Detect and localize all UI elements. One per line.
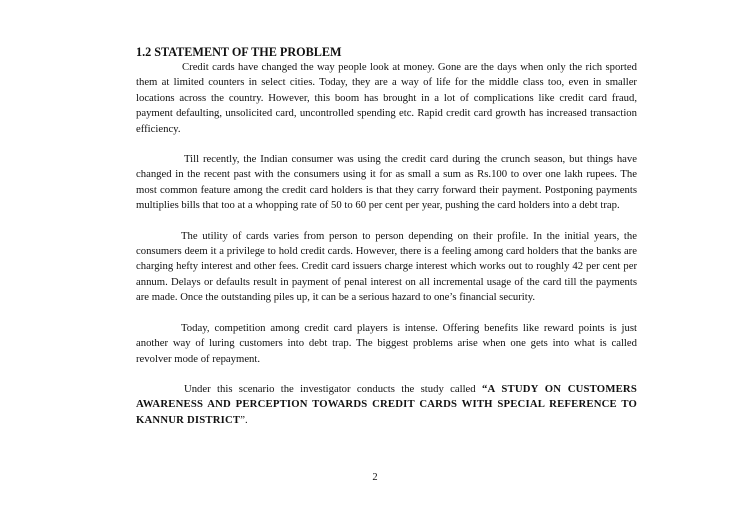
paragraph-competition: Today, competition among credit card players is intense. Offering benefits like reward points is just another way of luring customers into debt trap. The biggest problems arise when one gets into what is called revolver mode of repayment.: [136, 321, 637, 365]
page-number: 2: [372, 472, 378, 483]
document-page: [136, 44, 637, 428]
paragraph-indian-consumer: Till recently, the Indian consumer was using the credit card during the crunch season, but things have changed in the recent past with the consumers using it for as small a sum as Rs.100 to over one lakh rupees. The most common feature among the credit card holders is that they carry forward their payment. Postponing payments multiplies bills that too at a whopping rate of 50 to 60 per cent per year, pushing the card holders into a debt trap.: [136, 153, 637, 212]
study-lead-text: Under this scenario the investigator conducts the study called: [184, 382, 482, 395]
paragraph-credit-cards-intro: Credit cards have changed the way people look at money. Gone are the days when only the rich sported them at limited counters in select cities. Today, they are a way of life for the middle class too, even in smaller locations across the country. However, this boom has brought in a lot of complications like credit card fraud, payment defaulting, unsolicited card, uncontrolled spending etc. Rapid credit card growth has increased transaction efficiency.: [136, 61, 637, 135]
study-title-text: “A STUDY ON CUSTOMERS AWARENESS AND PERCEPTION TOWARDS CREDIT CARDS WITH SPECIAL REFERENCE TO KANNUR DISTRICT: [136, 382, 637, 426]
study-tail-text: ”.: [240, 413, 248, 426]
section-heading: 1.2 STATEMENT OF THE PROBLEM: [136, 45, 342, 59]
paragraph-study-title: [136, 382, 637, 428]
paragraph-utility-of-cards: The utility of cards varies from person to person depending on their profile. In the initial years, the consumers deem it a privilege to hold credit cards. However, there is a feeling among card holders that the banks are charging hefty interest and other fees. Credit card issuers charge interest which works out to roughly 42 per cent per annum. Delays or defaults result in payment of penal interest on all incremental usage of the card till the payments are made. Once the outstanding piles up, it can be a serious hazard to one’s financial security.: [136, 229, 637, 304]
